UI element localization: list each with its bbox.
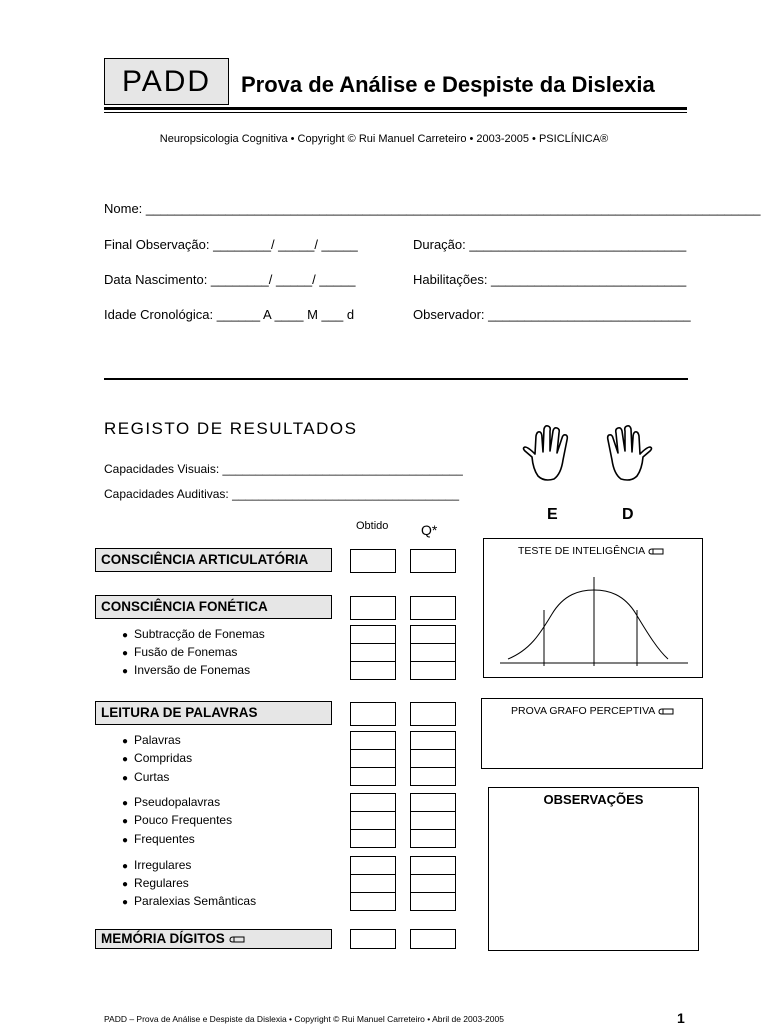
q-box[interactable] — [410, 549, 456, 573]
list-item: ● Compridas — [122, 751, 193, 765]
final-observacao-field[interactable]: Final Observação: ________/ _____/ _____ — [104, 237, 358, 252]
q-cells[interactable] — [410, 794, 456, 848]
section-memoria-digitos: MEMÓRIA DÍGITOS — [95, 929, 332, 949]
bell-curve-icon — [500, 572, 690, 672]
q-cells[interactable] — [410, 626, 456, 680]
obtido-cells[interactable] — [350, 626, 396, 680]
col-obtido-header: Obtido — [356, 520, 389, 532]
observacoes-title: OBSERVAÇÕES — [543, 792, 644, 807]
list-item: ● Pseudopalavras — [122, 795, 221, 809]
capacidades-visuais-field[interactable]: Capacidades Visuais: ____________________________________ — [104, 462, 463, 476]
q-box[interactable] — [410, 596, 456, 620]
results-title: REGISTO DE RESULTADOS — [104, 419, 358, 438]
title-rule-thin — [104, 112, 687, 113]
section-divider — [104, 378, 688, 380]
pointing-hand-icon — [648, 547, 664, 556]
idade-cronologica-field[interactable]: Idade Cronológica: ______ A ____ M ___ d — [104, 307, 355, 322]
obtido-box[interactable] — [350, 596, 396, 620]
list-item: ● Irregulares — [122, 858, 192, 872]
list-item: ● Palavras — [122, 733, 181, 747]
list-item: ● Fusão de Fonemas — [122, 645, 238, 659]
obtido-box[interactable] — [350, 549, 396, 573]
list-item: ● Frequentes — [122, 832, 195, 846]
list-item: ● Curtas — [122, 770, 170, 784]
pointing-hand-icon — [658, 707, 674, 716]
list-item: ● Inversão de Fonemas — [122, 663, 251, 677]
capacidades-auditivas-field[interactable]: Capacidades Auditivas: __________________________________ — [104, 487, 459, 501]
section-consciencia-fonetica: CONSCIÊNCIA FONÉTICA — [95, 595, 332, 619]
teste-inteligencia-title: TESTE DE INTELIGÊNCIA — [518, 545, 664, 557]
prova-grafo-title: PROVA GRAFO PERCEPTIVA — [511, 705, 674, 717]
q-cells[interactable] — [410, 732, 456, 786]
hands-icon[interactable] — [520, 424, 660, 494]
footer-text: PADD – Prova de Análise e Despiste da Dislexia • Copyright © Rui Manuel Carreteiro • Abril de 2003-2005 — [104, 1014, 504, 1024]
right-hand-icon — [608, 426, 652, 480]
left-hand-icon — [524, 426, 568, 480]
pointing-hand-icon — [229, 935, 245, 944]
habilitacoes-field[interactable]: Habilitações: ___________________________ — [413, 272, 687, 287]
page-title: Prova de Análise e Despiste da Dislexia — [241, 72, 655, 97]
observador-field[interactable]: Observador: ____________________________ — [413, 307, 691, 322]
q-box[interactable] — [410, 929, 456, 949]
q-cells[interactable] — [410, 857, 456, 911]
duracao-field[interactable]: Duração: ______________________________ — [413, 237, 687, 252]
nome-field[interactable]: Nome: _____________________________________________________________________________________ — [104, 201, 761, 216]
obtido-box[interactable] — [350, 702, 396, 726]
data-nascimento-field[interactable]: Data Nascimento: ________/ _____/ _____ — [104, 272, 356, 287]
obtido-cells[interactable] — [350, 794, 396, 848]
padd-logo: PADD — [104, 58, 229, 105]
copyright-subline: Neuropsicologia Cognitiva • Copyright © Rui Manuel Carreteiro • 2003-2005 • PSICLÍNICA® — [159, 133, 609, 145]
observacoes-panel[interactable] — [488, 787, 699, 951]
list-item: ● Paralexias Semânticas — [122, 894, 257, 908]
page-number: 1 — [677, 1010, 685, 1026]
title-rule — [104, 107, 687, 110]
list-item: ● Subtracção de Fonemas — [122, 627, 265, 641]
col-q-header: Q* — [421, 522, 438, 538]
obtido-box[interactable] — [350, 929, 396, 949]
hand-left-label: E — [547, 506, 558, 523]
obtido-cells[interactable] — [350, 732, 396, 786]
hand-right-label: D — [622, 506, 634, 523]
list-item: ● Regulares — [122, 876, 189, 890]
section-consciencia-articulatoria: CONSCIÊNCIA ARTICULATÓRIA — [95, 548, 332, 572]
q-box[interactable] — [410, 702, 456, 726]
list-item: ● Pouco Frequentes — [122, 813, 233, 827]
section-leitura-palavras: LEITURA DE PALAVRAS — [95, 701, 332, 725]
obtido-cells[interactable] — [350, 857, 396, 911]
